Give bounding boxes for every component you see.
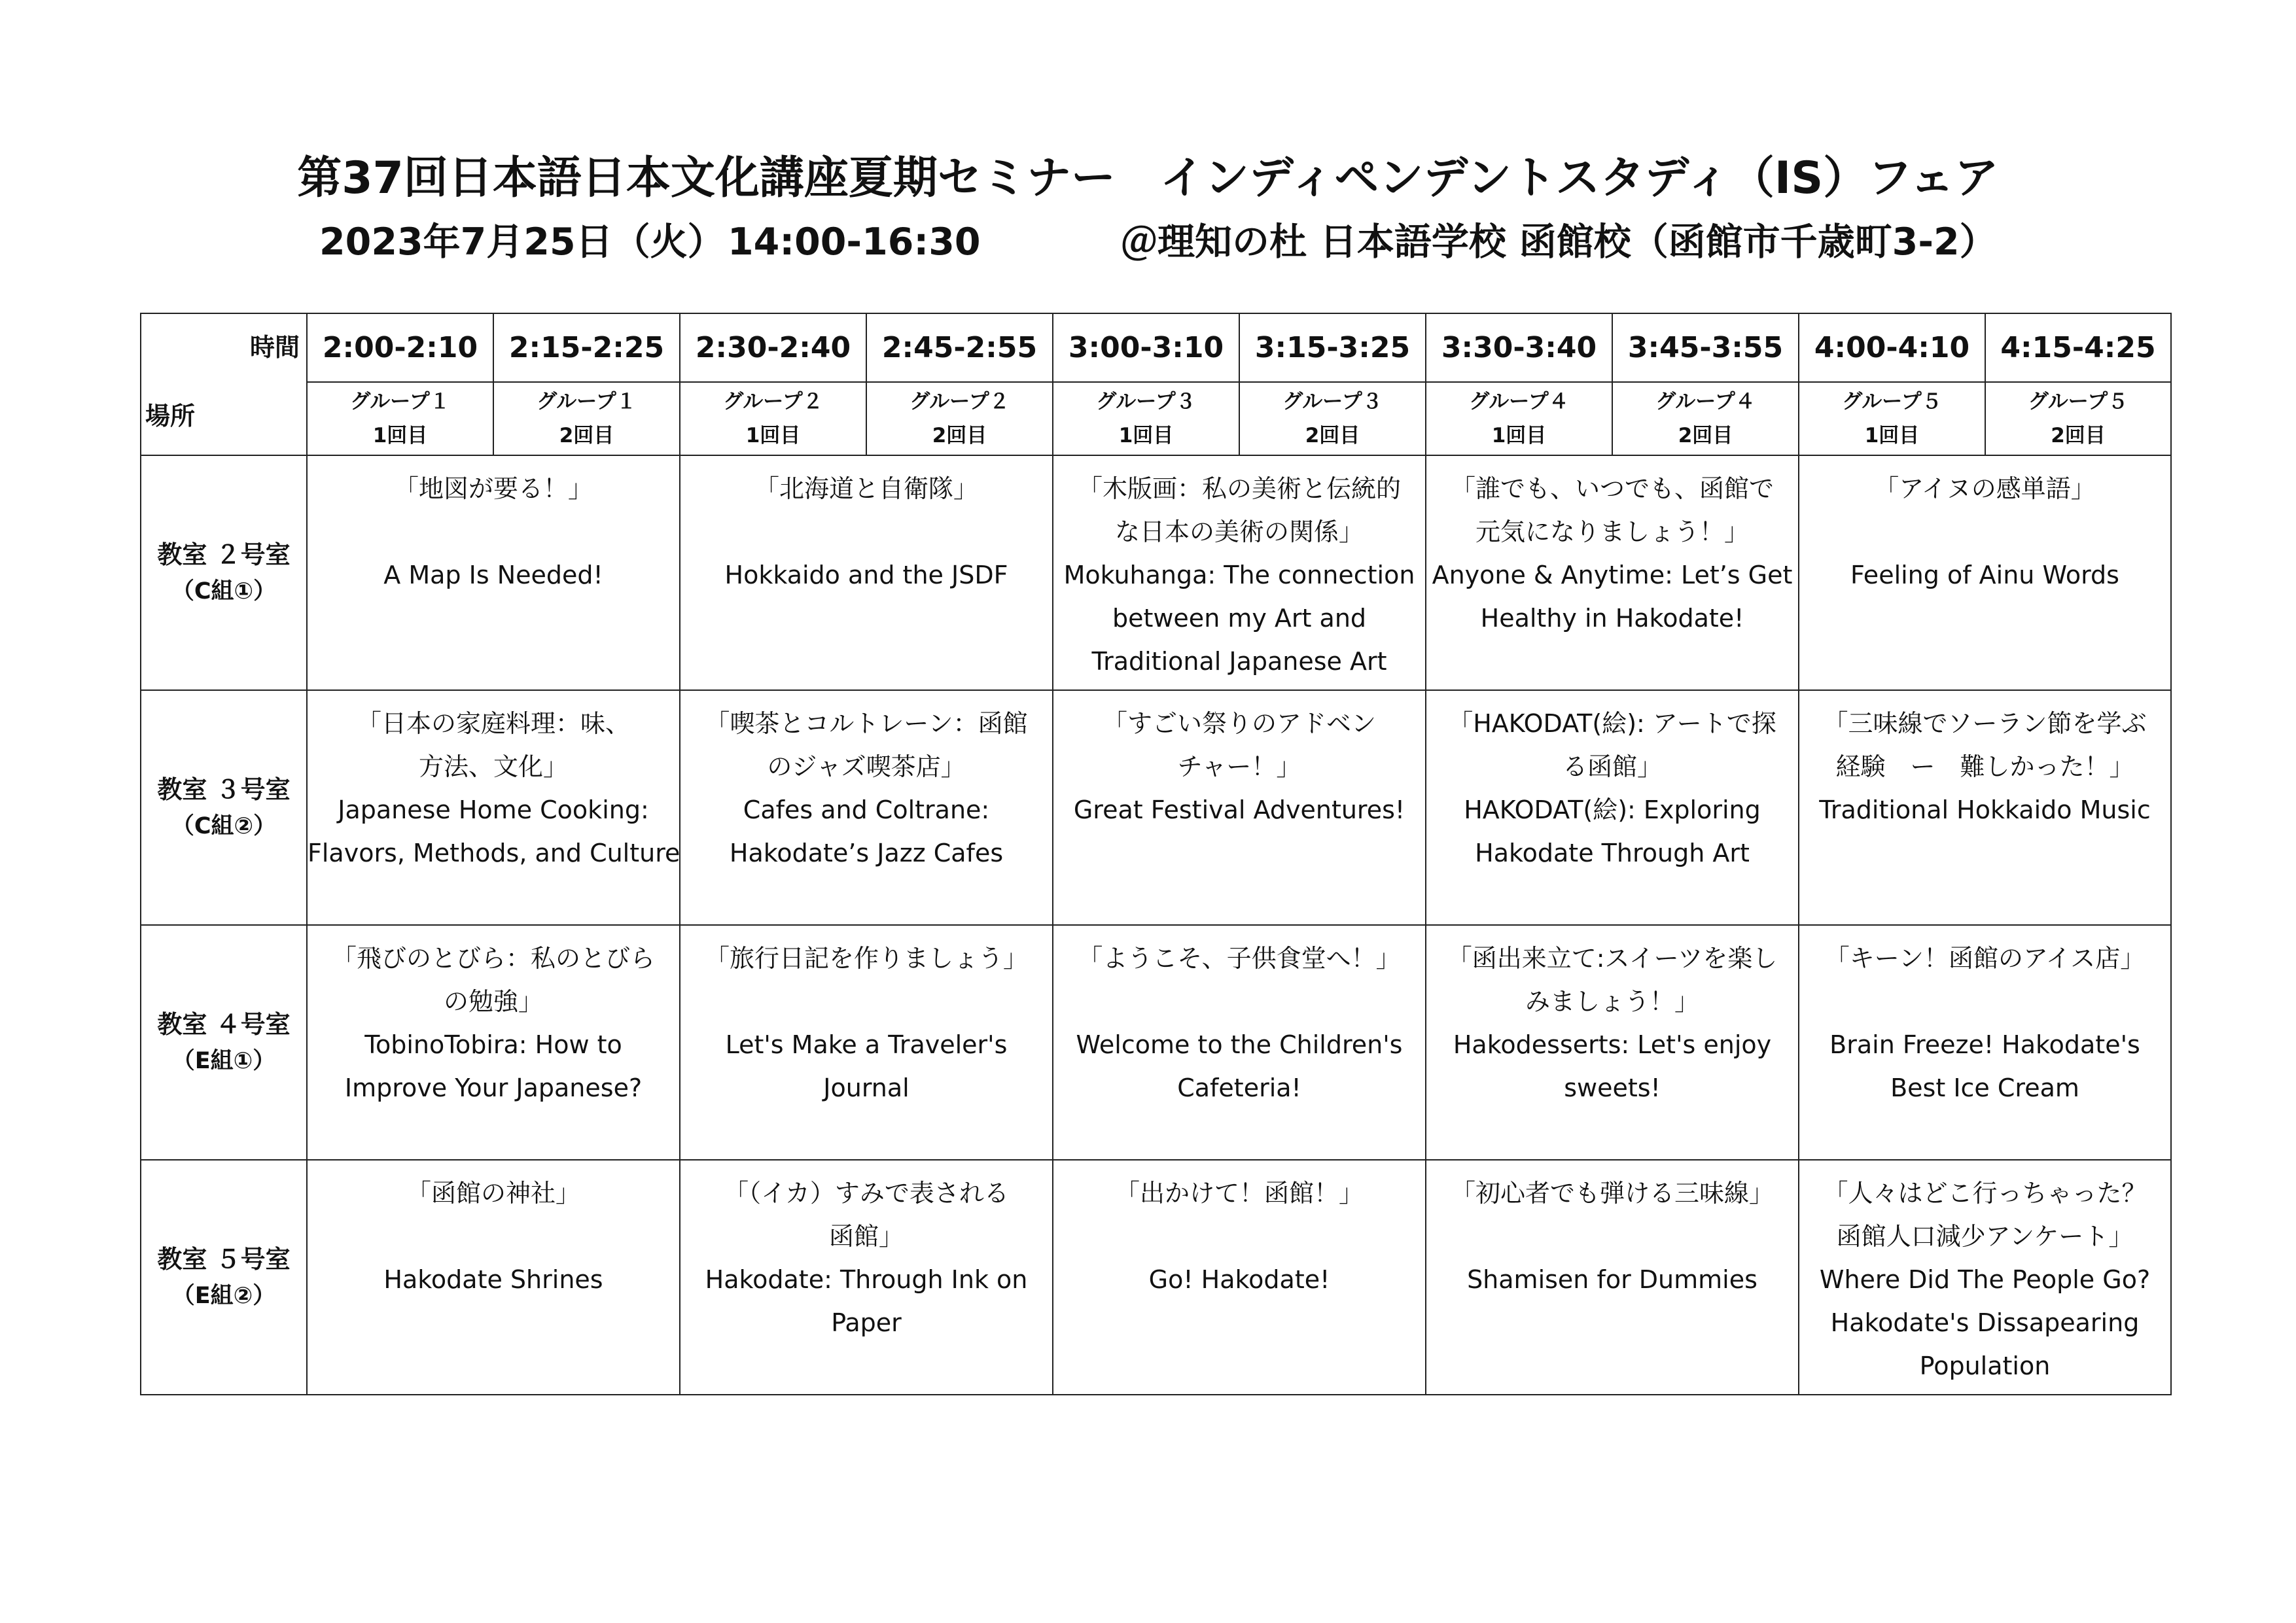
topic-line: 「飛びのとびら：私のとびら: [331, 943, 655, 973]
topic-cell: [680, 455, 1053, 690]
topic-cell: [307, 690, 680, 925]
topic-line: 「函館の神社」: [406, 1178, 580, 1208]
group-label: グループ５: [2028, 390, 2128, 413]
topic-spacer: [1799, 510, 2170, 553]
topic-line: 方法、文化」: [418, 752, 568, 781]
topic-line: TobinoTobira: How to: [364, 1030, 622, 1059]
event-date: 2023年7月25日（火）: [319, 220, 725, 264]
group-label: グループ２: [723, 390, 823, 413]
round-label: 2回目: [932, 424, 987, 447]
time-slot-header: 2:00-2:10: [307, 313, 493, 382]
topic-line: な日本の美術の関係」: [1114, 517, 1364, 546]
room-row: [141, 455, 2171, 690]
room-cell: [141, 1160, 307, 1395]
topic-line: 「旅行日記を作りましょう」: [704, 943, 1028, 973]
topic-line: Welcome to the Children's: [1076, 1030, 1403, 1059]
topic-spacer: [308, 510, 679, 553]
topic-line: 「初心者でも弾ける三味線」: [1450, 1178, 1774, 1208]
topic-spacer: [308, 1215, 679, 1258]
topic-line: Go! Hakodate!: [1148, 1265, 1330, 1294]
topic-line: between my Art and: [1112, 603, 1367, 633]
topic-line: 「函出来立て:スイーツを楽し: [1447, 943, 1778, 973]
topic-cell: [1426, 690, 1799, 925]
round-label: 1回目: [1118, 424, 1174, 447]
schedule-table: [140, 313, 2172, 1395]
topic-line: Where Did The People Go?: [1819, 1265, 2151, 1294]
topic-cell: [1053, 925, 1426, 1160]
topic-spacer: [1053, 980, 1425, 1023]
group-header: [680, 382, 866, 455]
time-slot-header: 3:30-3:40: [1426, 313, 1612, 382]
room-cell: [141, 925, 307, 1160]
time-slot-header: 4:15-4:25: [1985, 313, 2171, 382]
topic-line: 「木版画：私の美術と伝統的: [1077, 474, 1401, 503]
round-label: 1回目: [1491, 424, 1547, 447]
topic-line: 「地図が要る！」: [393, 474, 593, 503]
group-header: [1612, 382, 1799, 455]
topic-cell: [307, 455, 680, 690]
room-name: 教室 ４号室: [157, 1009, 291, 1039]
topic-line: 「出かけて！函館！」: [1114, 1178, 1364, 1208]
topic-line: Traditional Japanese Art: [1091, 646, 1387, 676]
group-label: グループ２: [910, 390, 1010, 413]
topic-cell: [307, 925, 680, 1160]
room-row: [141, 690, 2171, 925]
topic-line: sweets!: [1564, 1073, 1661, 1102]
topic-line: Hakodate Shrines: [383, 1265, 603, 1294]
time-slot-header: 3:45-3:55: [1612, 313, 1799, 382]
topic-line: Flavors, Methods, and Culture: [308, 838, 680, 867]
topic-spacer: [1426, 1215, 1798, 1258]
topic-cell: [1426, 925, 1799, 1160]
topic-cell: [680, 1160, 1053, 1395]
topic-line: Hakodate’s Jazz Cafes: [729, 838, 1004, 867]
group-label: グループ５: [1842, 390, 1942, 413]
time-slot-header: 2:30-2:40: [680, 313, 866, 382]
room-cell: [141, 455, 307, 690]
room-cell: [141, 690, 307, 925]
topic-cell: [1799, 925, 2171, 1160]
group-label: グループ３: [1282, 390, 1383, 413]
topic-cell: [1053, 690, 1426, 925]
event-venue: ＠理知の杜 日本語学校 函館校（函館市千歳町3-2）: [1120, 220, 1997, 264]
round-label: 2回目: [559, 424, 614, 447]
topic-line: 「アイヌの感単語」: [1874, 474, 2096, 503]
time-slot-header: 2:45-2:55: [866, 313, 1053, 382]
room-name: 教室 ５号室: [157, 1244, 291, 1274]
corner-cell: [141, 313, 307, 455]
topic-line: 「（イカ）すみで表される: [724, 1178, 1009, 1208]
topic-line: Population: [1919, 1351, 2051, 1380]
room-class: （C組①）: [171, 578, 277, 604]
group-label: グループ３: [1096, 390, 1196, 413]
topic-line: Improve Your Japanese?: [344, 1073, 643, 1102]
topic-line: 「すごい祭りのアドベン: [1102, 708, 1376, 738]
topic-spacer: [680, 980, 1052, 1023]
topic-line: 「人々はどこ行っちゃった？: [1823, 1178, 2147, 1208]
time-slot-header: 2:15-2:25: [493, 313, 680, 382]
topic-cell: [1799, 455, 2171, 690]
room-name: 教室 ２号室: [157, 540, 291, 569]
group-label: グループ４: [1469, 390, 1569, 413]
topic-line: Cafeteria!: [1177, 1073, 1301, 1102]
topic-cell: [1426, 455, 1799, 690]
topic-line: Journal: [823, 1073, 910, 1102]
group-header: [1053, 382, 1239, 455]
room-class: （E組①）: [171, 1047, 276, 1074]
topic-line: チャー！」: [1177, 752, 1301, 781]
room-row: [141, 1160, 2171, 1395]
round-label: 2回目: [2051, 424, 2106, 447]
topic-spacer: [1799, 980, 2170, 1023]
group-header: [1799, 382, 1985, 455]
time-slot-header: 3:00-3:10: [1053, 313, 1239, 382]
time-slot-header: 3:15-3:25: [1239, 313, 1426, 382]
topic-line: Brain Freeze! Hakodate's: [1829, 1030, 2140, 1059]
group-label: グループ１: [350, 390, 450, 413]
corner-place-label: 場所: [145, 402, 196, 430]
topic-line: 「三味線でソーラン節を学ぶ: [1823, 708, 2147, 738]
topic-cell: [1053, 455, 1426, 690]
room-row: [141, 925, 2171, 1160]
group-label: グループ１: [537, 390, 637, 413]
topic-line: 「北海道と自衛隊」: [754, 474, 978, 503]
topic-line: る函館」: [1562, 752, 1662, 781]
topic-line: Great Festival Adventures!: [1073, 795, 1405, 824]
topic-line: Hakodesserts: Let's enjoy: [1453, 1030, 1772, 1059]
topic-line: みましょう！」: [1525, 986, 1699, 1016]
topic-line: 「誰でも、いつでも、函館で: [1450, 474, 1774, 503]
topic-line: Hokkaido and the JSDF: [724, 560, 1008, 589]
topic-line: Traditional Hokkaido Music: [1819, 795, 2151, 824]
topic-line: 函館人口減少アンケート」: [1836, 1221, 2134, 1251]
round-label: 2回目: [1305, 424, 1360, 447]
topic-cell: [680, 925, 1053, 1160]
topic-cell: [1426, 1160, 1799, 1395]
room-name: 教室 ３号室: [157, 775, 291, 804]
topic-line: 「日本の家庭料理：味、: [356, 708, 630, 738]
topic-cell: [1799, 690, 2171, 925]
topic-line: 函館」: [828, 1221, 904, 1251]
group-header: [866, 382, 1053, 455]
topic-spacer: [680, 510, 1052, 553]
topic-line: Paper: [831, 1308, 902, 1337]
room-class: （C組②）: [171, 812, 277, 839]
room-class: （E組②）: [171, 1282, 276, 1309]
time-slot-header: 4:00-4:10: [1799, 313, 1985, 382]
time-header-row: [141, 313, 2171, 382]
topic-cell: [680, 690, 1053, 925]
topic-cell: [1053, 1160, 1426, 1395]
group-header: [307, 382, 493, 455]
topic-line: 経験 ー 難しかった！」: [1835, 752, 2134, 781]
corner-time-label: 時間: [249, 333, 300, 362]
round-label: 1回目: [745, 424, 801, 447]
topic-line: Best Ice Cream: [1890, 1073, 2079, 1102]
topic-line: Hakodate's Dissapearing: [1830, 1308, 2140, 1337]
topic-line: 「キーン！函館のアイス店」: [1824, 943, 2146, 973]
topic-line: A Map Is Needed!: [383, 560, 603, 589]
topic-line: Japanese Home Cooking:: [338, 795, 649, 824]
topic-line: Shamisen for Dummies: [1467, 1265, 1757, 1294]
group-header: [493, 382, 680, 455]
topic-cell: [1799, 1160, 2171, 1395]
topic-line: Mokuhanga: The connection: [1063, 560, 1415, 589]
topic-line: Anyone & Anytime: Let’s Get: [1432, 560, 1793, 589]
topic-line: 「喫茶とコルトレーン：函館: [705, 708, 1028, 738]
round-label: 1回目: [1864, 424, 1920, 447]
group-header: [1985, 382, 2171, 455]
group-header-row: [141, 382, 2171, 455]
topic-line: の勉強」: [443, 986, 543, 1016]
topic-line: Let's Make a Traveler's: [725, 1030, 1008, 1059]
topic-line: Healthy in Hakodate!: [1480, 603, 1744, 633]
topic-line: のジャズ喫茶店」: [767, 752, 966, 781]
group-header: [1239, 382, 1426, 455]
page-title: 第37回日本語日本文化講座夏期セミナー インディペンデントスタディ（IS）フェア: [297, 152, 1999, 204]
topic-line: HAKODAT(絵): Exploring: [1464, 795, 1761, 824]
topic-cell: [307, 1160, 680, 1395]
topic-line: Feeling of Ainu Words: [1850, 560, 2119, 589]
group-label: グループ４: [1655, 390, 1756, 413]
topic-line: 「ようこそ、子供食堂へ！」: [1078, 943, 1401, 973]
round-label: 2回目: [1678, 424, 1733, 447]
topic-line: Hakodate Through Art: [1475, 838, 1750, 867]
event-time: 14:00-16:30: [728, 220, 981, 264]
topic-line: Hakodate: Through Ink on: [705, 1265, 1028, 1294]
group-header: [1426, 382, 1612, 455]
topic-line: 「HAKODAT(絵): アートで探: [1448, 708, 1776, 738]
topic-line: Cafes and Coltrane:: [743, 795, 990, 824]
round-label: 1回目: [372, 424, 428, 447]
topic-spacer: [1053, 1215, 1425, 1258]
topic-line: 元気になりましょう！」: [1475, 517, 1749, 546]
